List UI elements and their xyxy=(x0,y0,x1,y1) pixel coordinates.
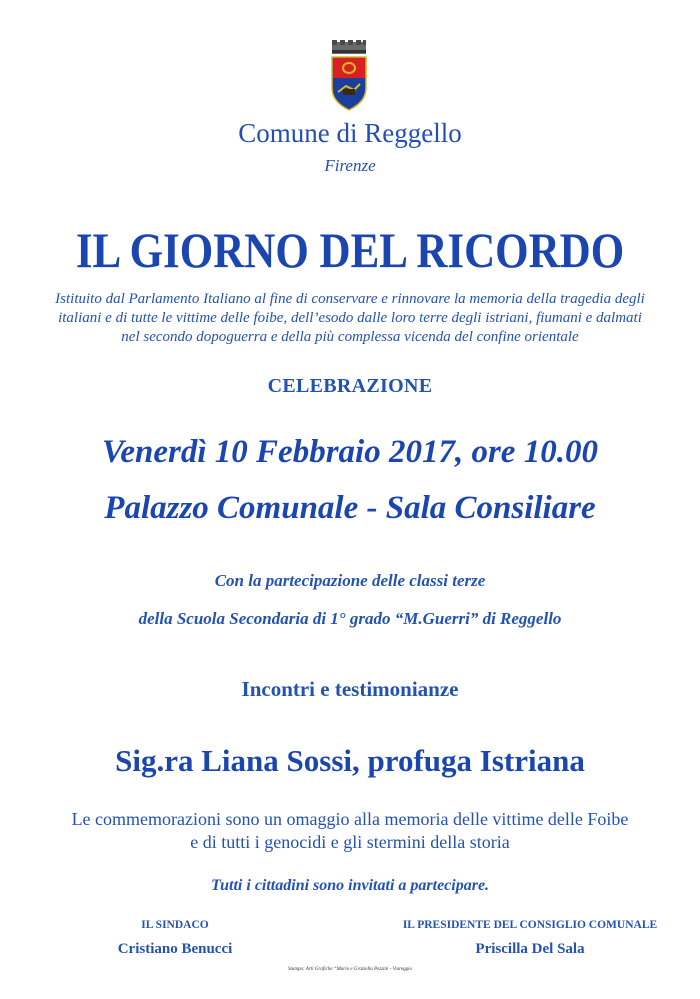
council-president-name: Priscilla Del Sala xyxy=(475,941,585,957)
commemoration-text xyxy=(20,808,680,854)
province-name: Firenze xyxy=(324,156,376,175)
mayor-name: Cristiano Benucci xyxy=(117,941,233,957)
participation-line-2: della Scuola Secondaria di 1° grado “M.Guerri” di Reggello xyxy=(138,609,562,628)
coat-of-arms-icon xyxy=(326,40,372,112)
participation-line-1: Con la partecipazione delle classi terze xyxy=(214,571,486,590)
description-line: Istituito dal Parlamento Italiano al fine di conservare e rinnovare la memoria della tragedia degli xyxy=(55,291,645,307)
commemoration-line: e di tutti i genocidi e gli stermini della storia xyxy=(190,832,510,852)
description-line: nel secondo dopoguerra e della più complessa vicenda del confine orientale xyxy=(121,329,579,345)
council-president-signature xyxy=(380,918,680,958)
council-president-role: IL PRESIDENTE DEL CONSIGLIO COMUNALE xyxy=(402,919,658,931)
page-title: IL GIORNO DEL RICORDO xyxy=(75,222,625,278)
commune-name: Comune di Reggello xyxy=(238,118,462,148)
description xyxy=(10,290,690,347)
mayor-role: IL SINDACO xyxy=(141,919,209,931)
commemoration-line: Le commemorazioni sono un omaggio alla memoria delle vittime delle Foibe xyxy=(71,809,629,829)
invitation: Tutti i cittadini sono invitati a partecipare. xyxy=(210,877,490,894)
event-date: Venerdì 10 Febbraio 2017, ore 10.00 xyxy=(102,434,598,470)
witness-name: Sig.ra Liana Sossi, profuga Istriana xyxy=(115,743,585,778)
mayor-signature xyxy=(80,918,270,958)
event-label: CELEBRAZIONE xyxy=(267,375,433,397)
meetings-heading: Incontri e testimonianze xyxy=(241,677,459,701)
printer-credit: Stampa: Arti Grafiche “Mario e Graziella Pezzini - Viareggio xyxy=(287,967,413,972)
event-place: Palazzo Comunale - Sala Consiliare xyxy=(104,490,596,526)
description-line: italiani e di tutte le vittime delle foibe, dell’esodo dalle loro terre degli istriani, fiumani e dalmati xyxy=(58,310,642,326)
